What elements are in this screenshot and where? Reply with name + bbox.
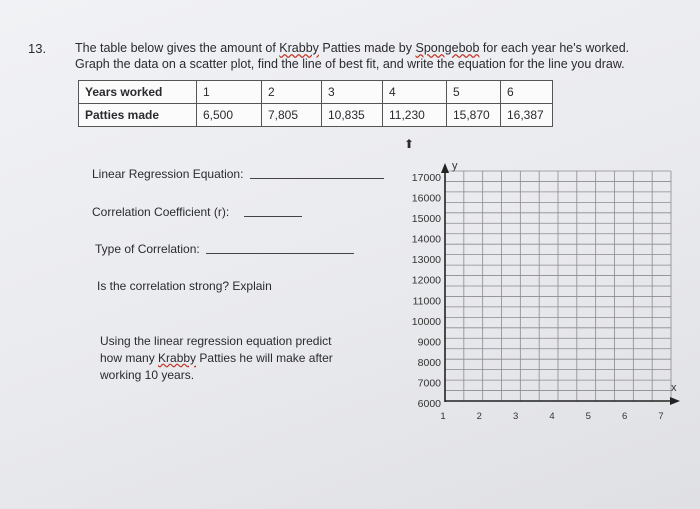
correlation-type-label: Type of Correlation: [95, 242, 200, 256]
year-cell: 6 [501, 81, 553, 104]
strong-question-label: Is the correlation strong? Explain [97, 279, 272, 293]
x-axis-label: x [671, 382, 677, 394]
years-header: Years worked [79, 81, 197, 104]
year-cell: 2 [262, 81, 322, 104]
x-tick-label: 4 [549, 411, 555, 422]
x-tick-label: 2 [476, 411, 482, 422]
y-tick-label: 12000 [411, 274, 441, 287]
up-arrow-icon: ⬆ [404, 137, 415, 151]
regression-label: Linear Regression Equation: [92, 167, 244, 181]
correlation-type-blank [206, 253, 354, 254]
patties-cell: 10,835 [322, 104, 383, 127]
patties-cell: 15,870 [447, 104, 501, 127]
x-tick-label: 3 [513, 411, 519, 422]
prompt-line-1: The table below gives the amount of Krabby Patties made by Spongebob for each year he's worked. [75, 41, 630, 55]
correlation-coefficient-blank [244, 216, 302, 217]
patties-header: Patties made [79, 104, 197, 127]
y-tick-label: 10000 [411, 315, 441, 328]
y-tick-label: 17000 [411, 172, 441, 184]
patties-row [79, 104, 553, 127]
year-cell: 3 [322, 81, 383, 104]
y-tick-labels [412, 172, 441, 410]
patties-cell: 16,387 [501, 104, 553, 127]
y-tick-label: 9000 [417, 336, 441, 349]
year-cell: 1 [197, 81, 262, 104]
blank-graph [400, 155, 690, 430]
predict-question: Using the linear regression equation predict how many Krabby Patties he will make after working 10 years. [100, 334, 333, 382]
question-number: 13. [28, 41, 47, 56]
patties-cell: 11,230 [383, 104, 447, 127]
question-prompt [75, 40, 675, 72]
graph-grid [445, 171, 671, 401]
y-tick-label: 13000 [411, 254, 441, 267]
y-tick-label: 14000 [411, 233, 441, 246]
krabby-word: Krabby [279, 41, 319, 55]
y-tick-label: 11000 [412, 295, 441, 308]
y-arrow-icon [441, 163, 449, 173]
year-cell: 5 [447, 81, 501, 104]
years-row [79, 81, 553, 104]
x-tick-label: 1 [440, 411, 446, 422]
data-table [78, 80, 553, 127]
x-tick-labels [440, 411, 663, 422]
patties-cell: 7,805 [262, 104, 322, 127]
patties-cell: 6,500 [197, 104, 262, 127]
correlation-coefficient-label: Correlation Coefficient (r): [92, 205, 230, 219]
regression-blank [250, 178, 384, 179]
y-tick-label: 16000 [411, 192, 441, 205]
y-tick-label: 8000 [417, 356, 441, 369]
prompt-line-2: Graph the data on a scatter plot, find the line of best fit, and write the equation for the line you draw. [75, 57, 625, 71]
spongebob-word: Spongebob [415, 41, 480, 55]
y-tick-label: 15000 [411, 213, 441, 226]
y-tick-label: 7000 [417, 377, 441, 390]
x-tick-label: 6 [622, 411, 628, 422]
x-tick-label: 5 [585, 411, 591, 422]
y-tick-label: 6000 [417, 398, 441, 410]
x-tick-label: 7 [658, 411, 664, 422]
year-cell: 4 [383, 81, 447, 104]
y-axis-label: y [452, 160, 458, 172]
x-arrow-icon [670, 397, 680, 405]
